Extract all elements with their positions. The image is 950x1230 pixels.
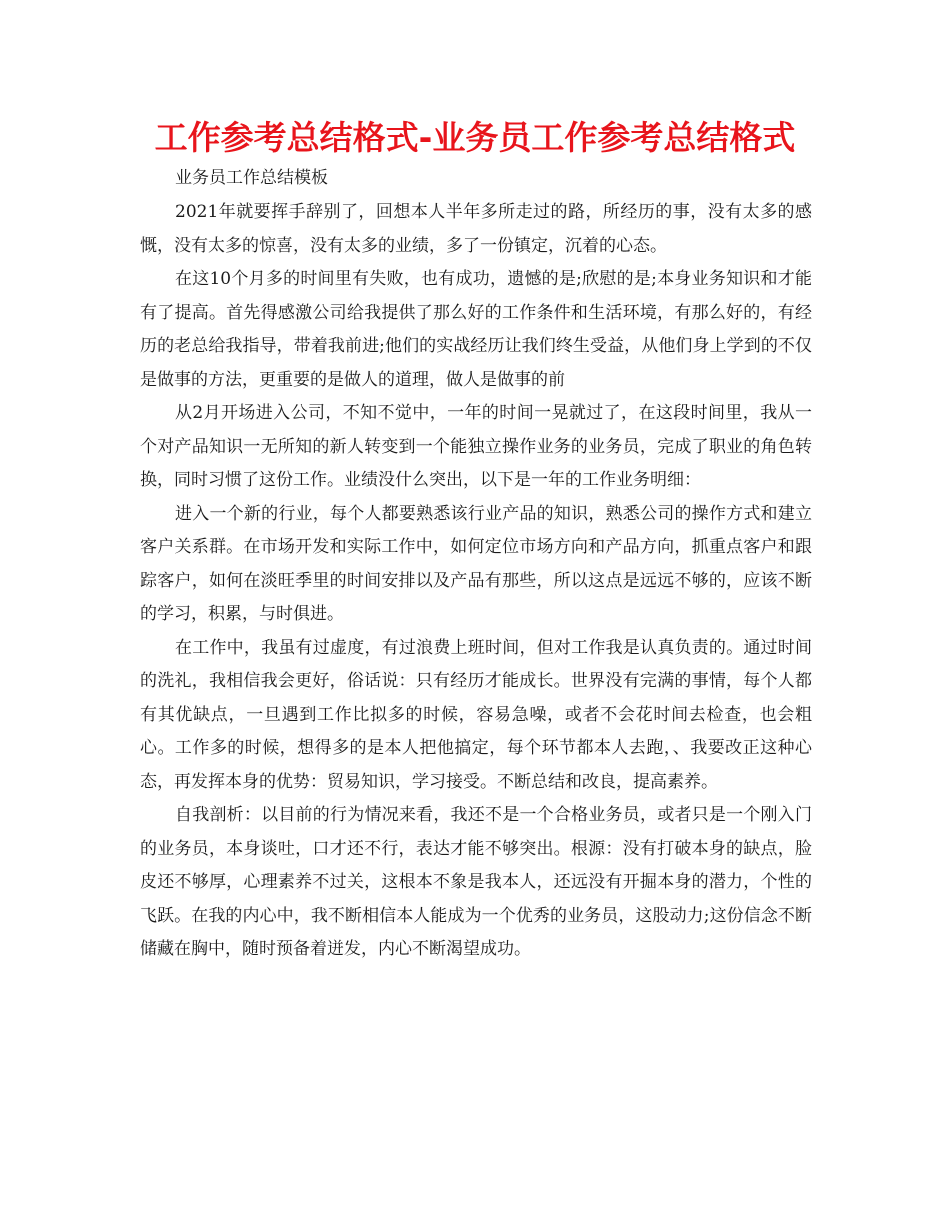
document-subtitle: 业务员工作总结模板 [175,168,328,188]
paragraph: 2021年就要挥手辞别了，回想本人半年多所走过的路，所经历的事，没有太多的感慨，没有太多的惊喜，没有太多的业绩，多了一份镇定，沉着的心态。 [140,202,812,256]
paragraph: 从2月开场进入公司，不知不觉中，一年的时间一晃就过了，在这段时间里，我从一个对产品知识一无所知的新人转变到一个能独立操作业务的业务员，完成了职业的角色转换，同时习惯了这份工作。业绩没什么突出，以下是一年的工作业务明细： [140,403,812,490]
paragraph: 自我剖析：以目前的行为情况来看，我还不是一个合格业务员，或者只是一个刚入门的业务员，本身谈吐，口才还不行，表达才能不够突出。根源：没有打破本身的缺点，脸皮还不够厚，心理素养不过关，这根本不象是我本人，还远没有开掘本身的潜力，个性的飞跃。在我的内心中，我不断相信本人能成为一个优秀的业务员，这股动力;这份信念不断储藏在胸中，随时预备着迸发，内心不断渴望成功。 [140,805,812,959]
paragraph: 进入一个新的行业，每个人都要熟悉该行业产品的知识，熟悉公司的操作方式和建立客户关系群。在市场开发和实际工作中，如何定位市场方向和产品方向，抓重点客户和跟踪客户，如何在淡旺季里的时间安排以及产品有那些，所以这点是远远不够的，应该不断的学习，积累，与时俱进。 [140,503,812,624]
paragraph: 在工作中，我虽有过虚度，有过浪费上班时间，但对工作我是认真负责的。通过时间的洗礼，我相信我会更好，俗话说：只有经历才能成长。世界没有完满的事情，每个人都有其优缺点，一旦遇到工作比拟多的时候，容易急噪，或者不会花时间去检查，也会粗心。工作多的时候，想得多的是本人把他搞定，每个环节都本人去跑，、我要改正这种心态，再发挥本身的优势：贸易知识，学习接受。不断总结和改良，提高素养。 [140,637,812,792]
document-title: 工作参考总结格式-业务员工作参考总结格式 [154,118,796,157]
paragraph: 在这10个月多的时间里有失败，也有成功，遗憾的是;欣慰的是;本身业务知识和才能有了提高。首先得感激公司给我提供了那么好的工作条件和生活环境，有那么好的，有经历的老总给我指导，带着我前进;他们的实战经历让我们终生受益，从他们身上学到的不仅是做事的方法，更重要的是做人的道理，做人是做事的前 [140,269,812,390]
document-body [140,196,812,967]
